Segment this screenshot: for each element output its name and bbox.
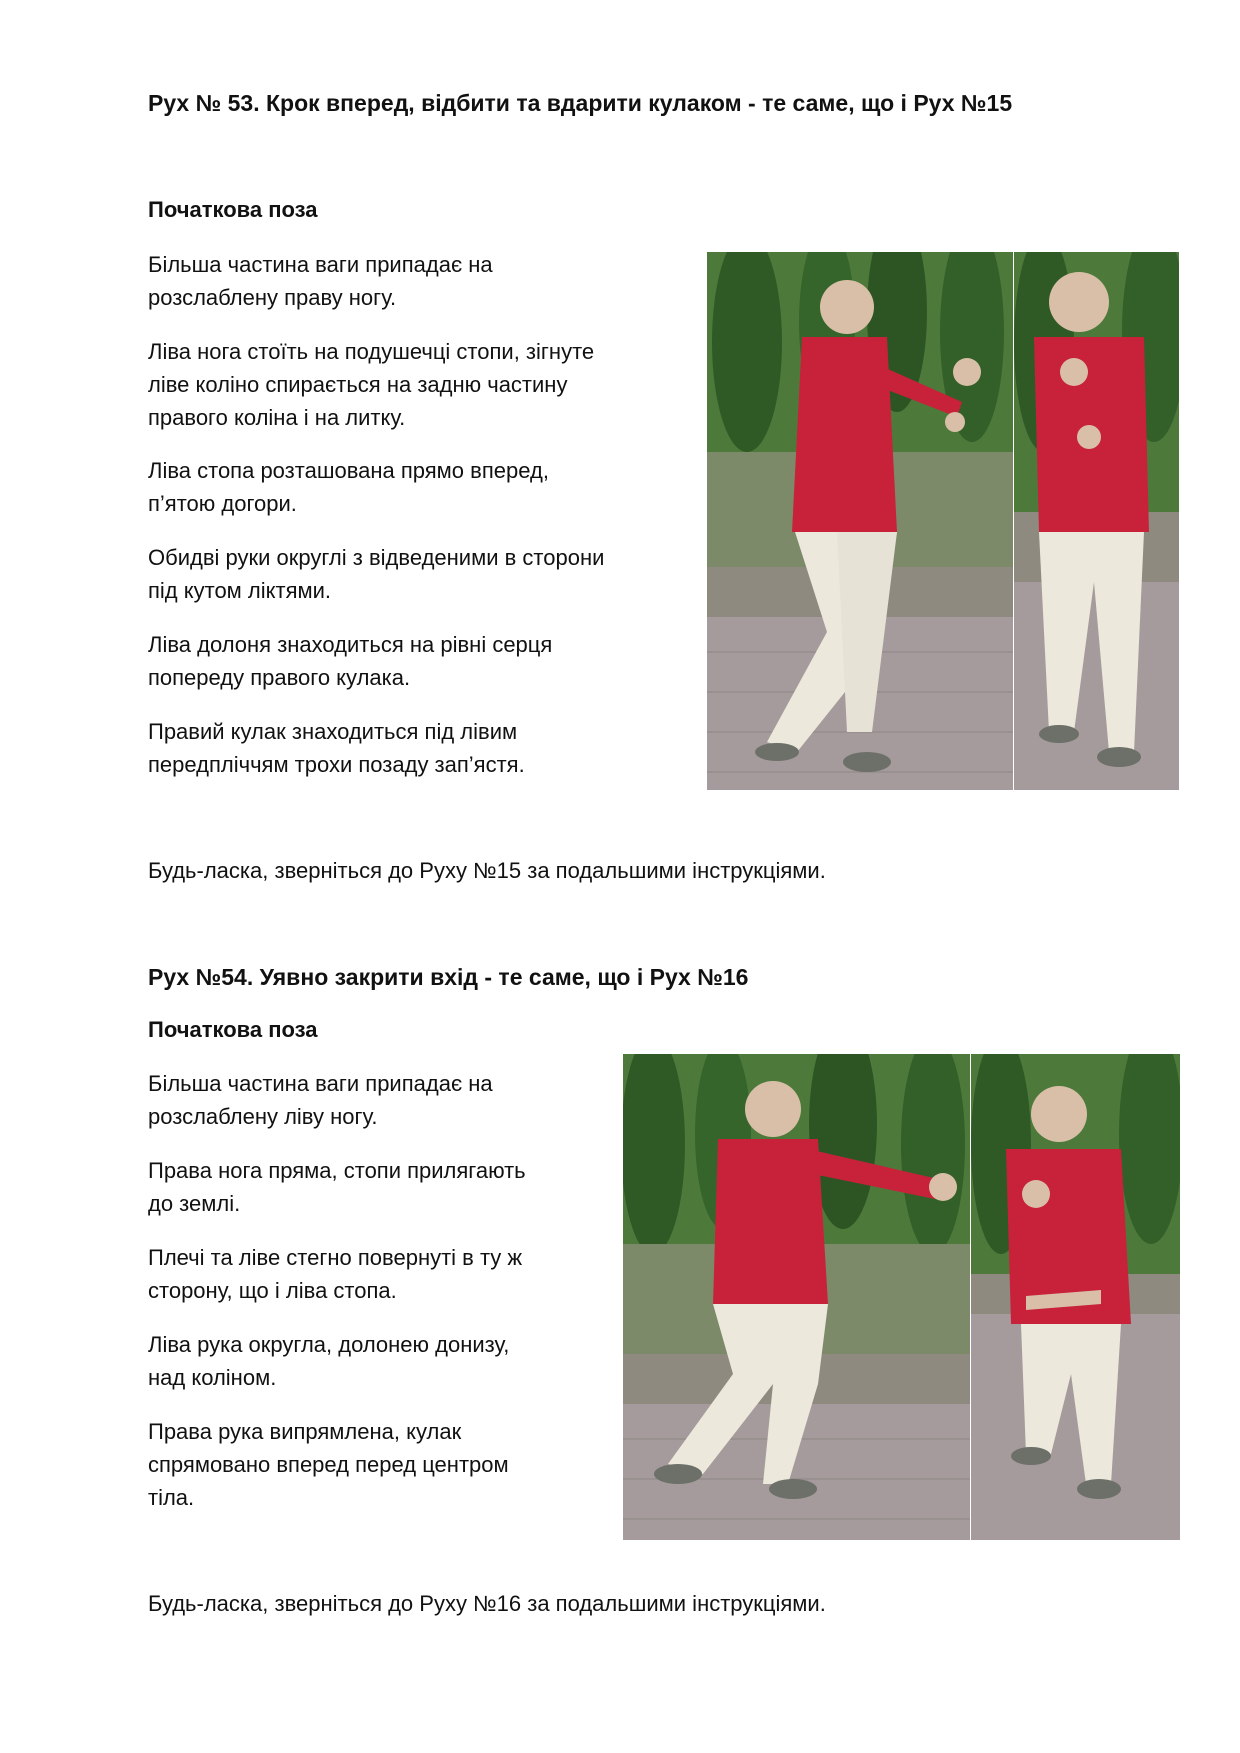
text-line: Ліва рука округла, долонею донизу,: [148, 1332, 510, 1357]
text-line: тіла.: [148, 1485, 195, 1510]
text-line: Ліва нога стоїть на подушечці стопи, зігнуте: [148, 339, 595, 364]
section1-paragraph-1: [148, 248, 493, 314]
text-line: Обидві руки округлі з відведеними в сторони: [148, 545, 605, 570]
text-line: Ліва стопа розташована прямо вперед,: [148, 458, 549, 483]
text-line: сторону, що і ліва стопа.: [148, 1278, 397, 1303]
section2-paragraph-4: [148, 1328, 509, 1394]
section2-paragraph-1: [148, 1067, 493, 1133]
section1-footer: Будь-ласка, зверніться до Руху №15 за подальшими інструкціями.: [148, 858, 826, 883]
pose-photo-side-view-54: [623, 1054, 970, 1540]
text-line: під кутом ліктями.: [148, 578, 332, 603]
section2-paragraph-2: [148, 1154, 526, 1220]
section2-paragraph-5: [148, 1415, 509, 1514]
section2-footer: Будь-ласка, зверніться до Руху №16 за подальшими інструкціями.: [148, 1591, 826, 1616]
section2-paragraph-3: [148, 1241, 522, 1307]
section2-title: Рух №54. Уявно закрити вхід - те саме, що і Рух №16: [148, 964, 749, 990]
section1-paragraph-2: [148, 335, 594, 434]
text-line: розслаблену ліву ногу.: [148, 1104, 378, 1129]
text-line: Ліва долоня знаходиться на рівні серця: [148, 632, 553, 657]
pose-photo-side-view-53: [707, 252, 1013, 790]
text-line: Права рука випрямлена, кулак: [148, 1419, 462, 1444]
text-line: до землі.: [148, 1191, 241, 1216]
text-line: Більша частина ваги припадає на: [148, 252, 493, 277]
section1-paragraph-3: [148, 454, 549, 520]
text-line: над коліном.: [148, 1365, 277, 1390]
section1-paragraph-4: [148, 541, 604, 607]
pose-photo-front-view-53: [1014, 252, 1179, 790]
pose-photo-front-view-54: [971, 1054, 1180, 1540]
text-line: передпліччям трохи позаду зап’ястя.: [148, 752, 525, 777]
text-line: Більша частина ваги припадає на: [148, 1071, 493, 1096]
section1-paragraph-5: [148, 628, 552, 694]
section2-subtitle: Початкова поза: [148, 1017, 318, 1042]
text-line: розслаблену праву ногу.: [148, 285, 397, 310]
text-line: спрямовано вперед перед центром: [148, 1452, 509, 1477]
text-line: п’ятою догори.: [148, 491, 297, 516]
text-line: попереду правого кулака.: [148, 665, 411, 690]
text-line: ліве коліно спирається на задню частину: [148, 372, 568, 397]
text-line: Плечі та ліве стегно повернуті в ту ж: [148, 1245, 523, 1270]
text-line: правого коліна і на литку.: [148, 405, 406, 430]
section1-title: Рух № 53. Крок вперед, відбити та вдарити кулаком - те саме, що і Рух №15: [148, 90, 1013, 116]
section1-paragraph-6: [148, 715, 525, 781]
text-line: Правий кулак знаходиться під лівим: [148, 719, 518, 744]
text-line: Права нога пряма, стопи прилягають: [148, 1158, 526, 1183]
section1-subtitle: Початкова поза: [148, 197, 318, 222]
